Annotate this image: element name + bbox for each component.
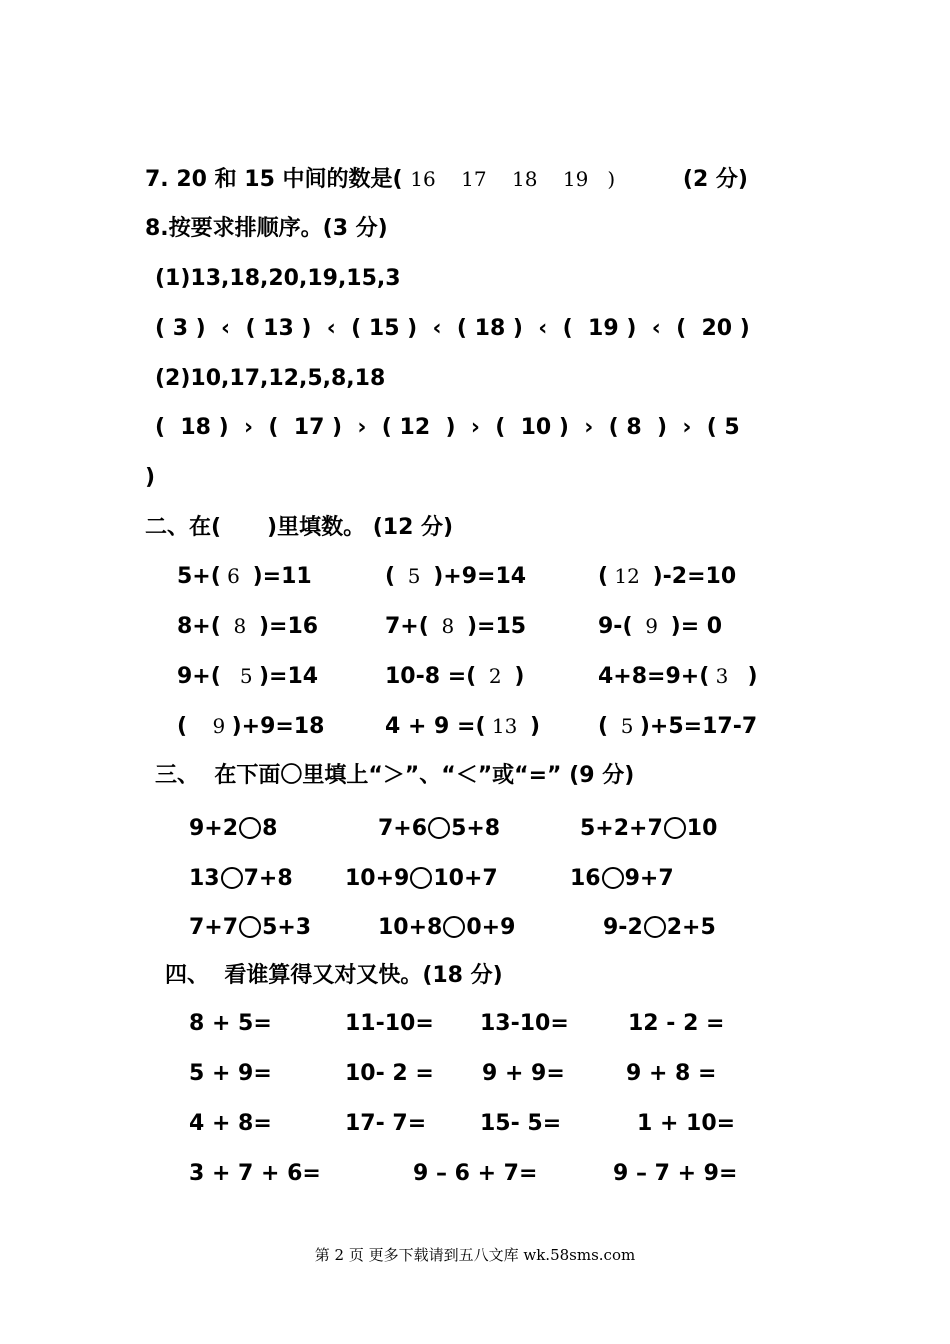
- fill-blank-suffix: )-2=10: [652, 564, 737, 589]
- arithmetic-item: 15- 5=: [480, 1111, 562, 1136]
- fill-blank-item: [598, 662, 758, 691]
- fill-blank-answer: 5: [395, 564, 434, 588]
- fill-blank-answer: 2: [476, 664, 515, 688]
- section-3-title: 三、 在下面〇里填上“＞”、“＜”或“=” (9 分): [155, 763, 635, 788]
- compare-left: 10+9: [345, 866, 410, 891]
- fill-blank-prefix: (: [177, 714, 188, 739]
- section-4-title: 四、 看谁算得又对又快。(18 分): [165, 963, 503, 988]
- fill-blank-prefix: 10-8 =(: [385, 664, 477, 689]
- question-7: [145, 165, 748, 194]
- fill-blank-item: [385, 712, 540, 741]
- fill-blank-answer: 13: [485, 714, 531, 738]
- compare-circle-icon: [239, 817, 261, 839]
- arithmetic-item: 12 - 2 =: [628, 1011, 725, 1036]
- arithmetic-item: 4 + 8=: [189, 1111, 272, 1136]
- arithmetic-item: 17- 7=: [345, 1111, 427, 1136]
- arithmetic-item: 13-10=: [480, 1011, 569, 1036]
- compare-left: 5+2+7: [580, 816, 663, 841]
- fill-blank-item: [598, 562, 736, 591]
- fill-blank-suffix: ): [514, 664, 525, 689]
- fill-blank-item: [177, 562, 312, 591]
- compare-right: 5+8: [451, 816, 501, 841]
- compare-item: [189, 865, 293, 893]
- arithmetic-item: 9 – 7 + 9=: [613, 1161, 738, 1186]
- q7-options: 16 17 18 19 ): [410, 167, 616, 191]
- arithmetic-item: 3 + 7 + 6=: [189, 1161, 321, 1186]
- compare-item: [189, 815, 277, 843]
- fill-blank-suffix: )+9=14: [433, 564, 527, 589]
- q7-text: 7. 20 和 15 中间的数是(: [145, 167, 403, 192]
- fill-blank-answer: 9: [632, 614, 671, 638]
- compare-right: 10+7: [433, 866, 498, 891]
- compare-item: [570, 865, 674, 893]
- section-2-title: 二、在( )里填数。 (12 分): [145, 515, 454, 540]
- compare-circle-icon: [443, 916, 465, 938]
- arithmetic-item: 1 + 10=: [637, 1111, 736, 1136]
- q8-part2-answer: ( 18 ) › ( 17 ) › ( 12 ) › ( 10 ) › ( 8 ) › ( 5: [155, 415, 740, 440]
- arithmetic-item: 9 + 9=: [482, 1061, 565, 1086]
- fill-blank-prefix: 4+8=9+(: [598, 664, 710, 689]
- fill-blank-suffix: )+9=18: [231, 714, 325, 739]
- fill-blank-suffix: ): [747, 664, 758, 689]
- fill-blank-item: [598, 712, 757, 741]
- fill-blank-prefix: (: [598, 564, 609, 589]
- fill-blank-prefix: (: [598, 714, 609, 739]
- compare-right: 7+8: [243, 866, 293, 891]
- fill-blank-prefix: 9-(: [598, 614, 633, 639]
- page-footer: 第 2 页 更多下载请到五八文库 wk.58sms.com: [314, 1246, 636, 1264]
- compare-left: 7+7: [189, 915, 239, 940]
- compare-item: [189, 914, 311, 942]
- fill-blank-prefix: 8+(: [177, 614, 221, 639]
- fill-blank-answer: 8: [428, 614, 467, 638]
- fill-blank-item: [385, 612, 526, 641]
- q8-part2-tail: ): [145, 465, 156, 490]
- compare-right: 8: [262, 816, 278, 841]
- fill-blank-answer: 5: [608, 714, 640, 738]
- q8-part1-answer: ( 3 ) ‹ ( 13 ) ‹ ( 15 ) ‹ ( 18 ) ‹ ( 19 ) ‹ ( 20 ): [155, 316, 750, 341]
- compare-item: [378, 914, 515, 942]
- compare-left: 9+2: [189, 816, 239, 841]
- fill-blank-suffix: )=16: [258, 614, 319, 639]
- arithmetic-item: 9 + 8 =: [626, 1061, 717, 1086]
- fill-blank-item: [385, 662, 524, 691]
- fill-blank-answer: 5: [220, 664, 259, 688]
- q7-score: (2 分): [682, 167, 748, 192]
- compare-circle-icon: [664, 817, 686, 839]
- question-8-title: 8.按要求排顺序。(3 分): [145, 216, 388, 241]
- fill-blank-suffix: ): [530, 714, 541, 739]
- fill-blank-prefix: (: [385, 564, 396, 589]
- arithmetic-item: 8 + 5=: [189, 1011, 272, 1036]
- compare-left: 9-2: [603, 915, 643, 940]
- compare-circle-icon: [221, 867, 243, 889]
- compare-right: 2+5: [666, 915, 716, 940]
- q8-part2-label: (2)10,17,12,5,8,18: [155, 366, 386, 391]
- compare-circle-icon: [428, 817, 450, 839]
- compare-left: 7+6: [378, 816, 428, 841]
- arithmetic-item: 5 + 9=: [189, 1061, 272, 1086]
- compare-circle-icon: [602, 867, 624, 889]
- compare-left: 10+8: [378, 915, 443, 940]
- fill-blank-item: [598, 612, 722, 641]
- compare-left: 13: [189, 866, 220, 891]
- compare-item: [603, 914, 716, 942]
- fill-blank-suffix: )=14: [258, 664, 319, 689]
- fill-blank-item: [177, 662, 318, 691]
- q8-part1-label: (1)13,18,20,19,15,3: [155, 266, 401, 291]
- fill-blank-suffix: )= 0: [670, 614, 723, 639]
- compare-circle-icon: [410, 867, 432, 889]
- compare-right: 9+7: [624, 866, 674, 891]
- fill-blank-item: [385, 562, 526, 591]
- fill-blank-suffix: )=11: [252, 564, 312, 589]
- fill-blank-suffix: )+5=17-7: [639, 714, 758, 739]
- fill-blank-answer: 6: [220, 564, 253, 588]
- compare-left: 16: [570, 866, 601, 891]
- compare-right: 0+9: [466, 915, 516, 940]
- fill-blank-item: [177, 612, 318, 641]
- fill-blank-prefix: 4 + 9 =(: [385, 714, 486, 739]
- fill-blank-answer: 12: [608, 564, 653, 588]
- compare-circle-icon: [239, 916, 261, 938]
- arithmetic-item: 9 – 6 + 7=: [413, 1161, 538, 1186]
- fill-blank-answer: 8: [220, 614, 259, 638]
- fill-blank-suffix: )=15: [466, 614, 527, 639]
- fill-blank-prefix: 5+(: [177, 564, 221, 589]
- fill-blank-prefix: 9+(: [177, 664, 221, 689]
- compare-item: [580, 815, 717, 843]
- arithmetic-item: 11-10=: [345, 1011, 434, 1036]
- fill-blank-answer: 9: [187, 714, 232, 738]
- compare-item: [378, 815, 500, 843]
- compare-circle-icon: [644, 916, 666, 938]
- arithmetic-item: 10- 2 =: [345, 1061, 434, 1086]
- compare-right: 5+3: [262, 915, 312, 940]
- compare-item: [345, 865, 498, 893]
- fill-blank-item: [177, 712, 324, 741]
- compare-right: 10: [686, 816, 718, 841]
- fill-blank-answer: 3: [709, 664, 748, 688]
- fill-blank-prefix: 7+(: [385, 614, 429, 639]
